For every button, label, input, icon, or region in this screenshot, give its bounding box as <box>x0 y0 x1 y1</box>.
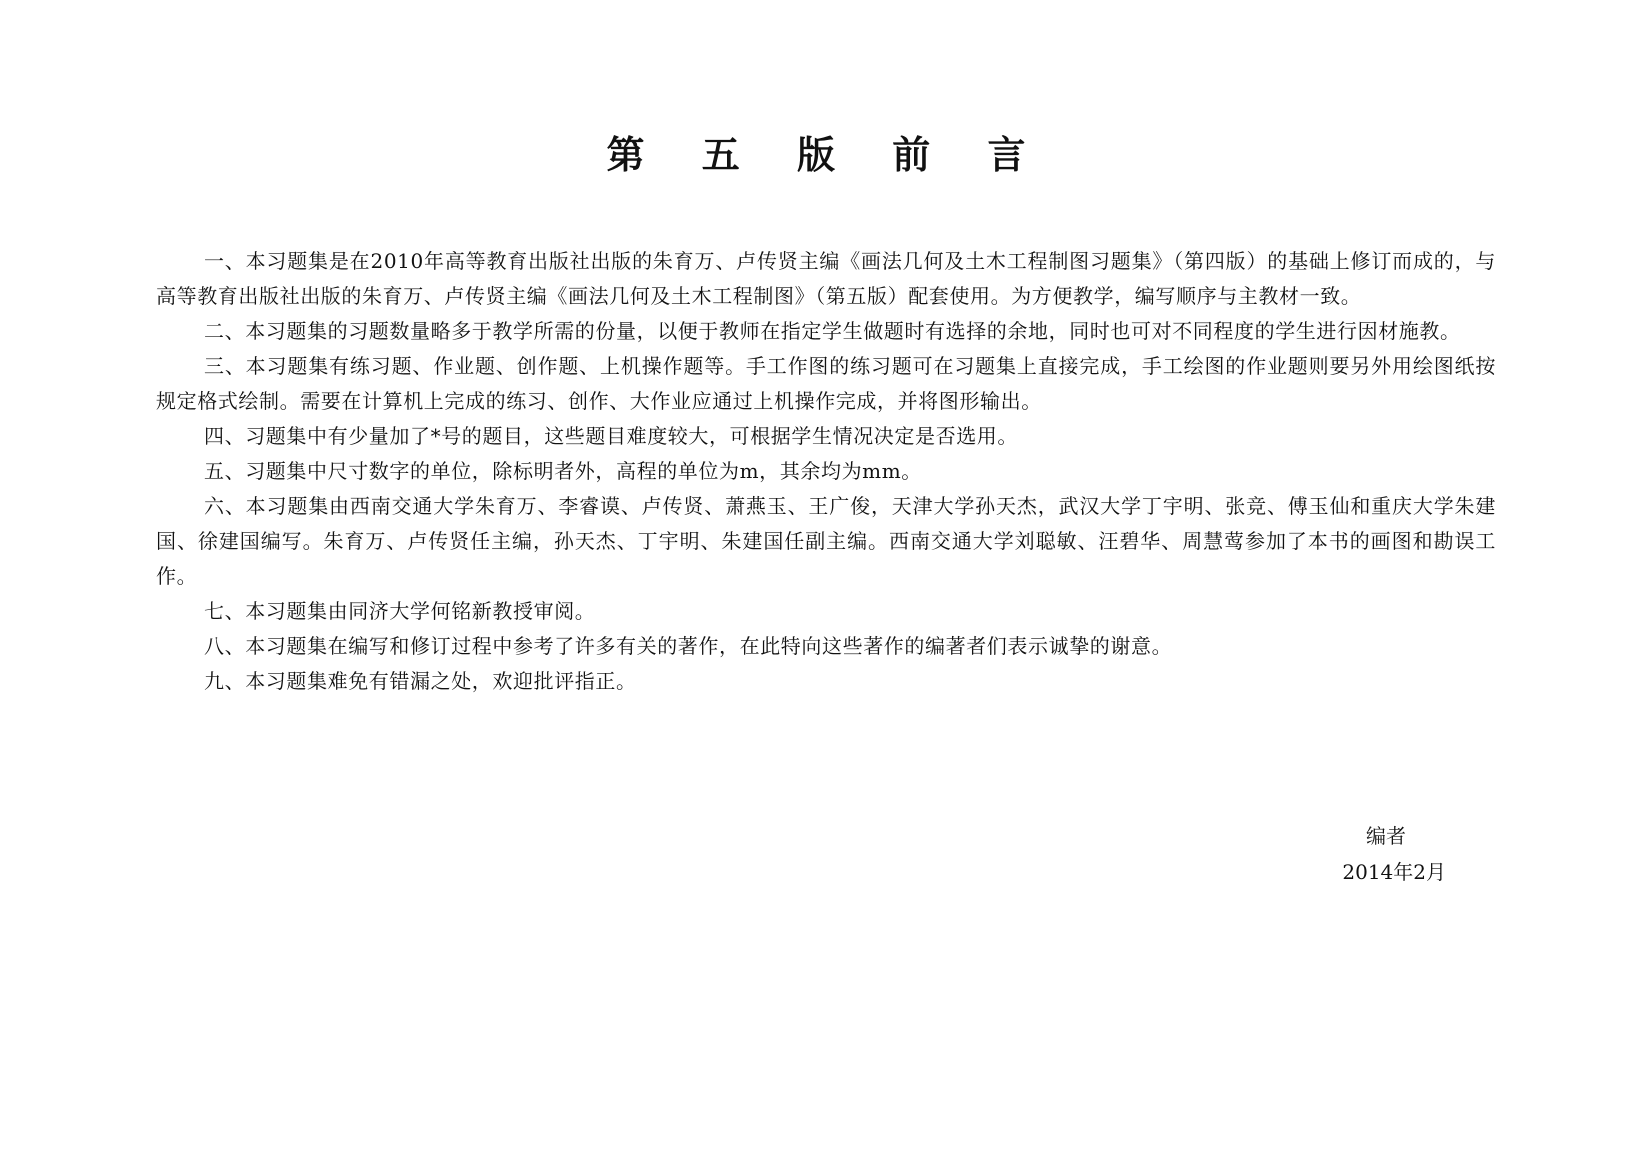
signature-block <box>1246 818 1446 890</box>
paragraph-3: 三、本习题集有练习题、作业题、创作题、上机操作题等。手工作图的练习题可在习题集上直接完成，手工绘图的作业题则要另外用绘图纸按规定格式绘制。需要在计算机上完成的练习、创作、大作业应通过上机操作完成，并将图形输出。 <box>156 354 1496 413</box>
paragraph-7: 七、本习题集由同济大学何铭新教授审阅。 <box>204 599 596 623</box>
page-title: 第 五 版 前 言 <box>606 133 1048 177</box>
paragraph-1: 一、本习题集是在2010年高等教育出版社出版的朱育万、卢传贤主编《画法几何及土木工程制图习题集》（第四版）的基础上修订而成的，与高等教育出版社出版的朱育万、卢传贤主编《画法几何及土木工程制图》（第五版）配套使用。为方便教学，编写顺序与主教材一致。 <box>156 249 1496 308</box>
paragraph-4: 四、习题集中有少量加了*号的题目，这些题目难度较大，可根据学生情况决定是否选用。 <box>204 424 1018 448</box>
paragraph-5: 五、习题集中尺寸数字的单位，除标明者外，高程的单位为m，其余均为mm。 <box>204 459 922 483</box>
paragraph-6: 六、本习题集由西南交通大学朱育万、李睿谟、卢传贤、萧燕玉、王广俊，天津大学孙天杰，武汉大学丁宇明、张竞、傅玉仙和重庆大学朱建国、徐建国编写。朱育万、卢传贤任主编，孙天杰、丁宇明、朱建国任副主编。西南交通大学刘聪敏、汪碧华、周慧莺参加了本书的画图和勘误工作。 <box>156 494 1496 588</box>
preface-body <box>156 244 1496 699</box>
signature-author: 编者 <box>1366 824 1406 848</box>
paragraph-8: 八、本习题集在编写和修订过程中参考了许多有关的著作，在此特向这些著作的编著者们表示诚挚的谢意。 <box>204 634 1173 658</box>
paragraph-9: 九、本习题集难免有错漏之处，欢迎批评指正。 <box>204 669 637 693</box>
signature-date: 2014年2月 <box>1342 860 1446 884</box>
paragraph-2: 二、本习题集的习题数量略多于教学所需的份量，以便于教师在指定学生做题时有选择的余地，同时也可对不同程度的学生进行因材施教。 <box>204 319 1461 343</box>
